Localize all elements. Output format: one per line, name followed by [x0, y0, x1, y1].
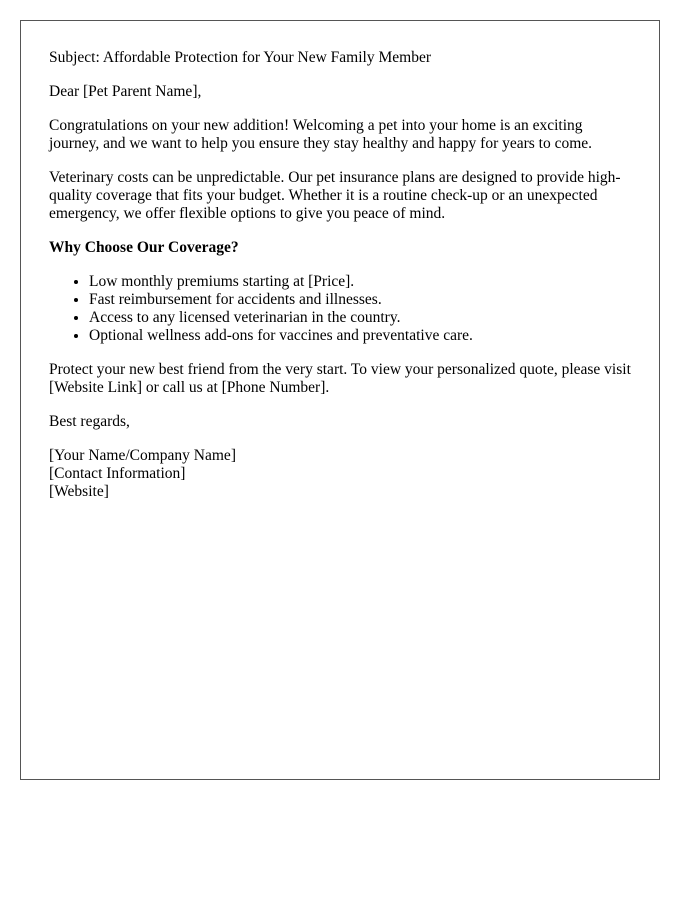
greeting: Dear [Pet Parent Name], — [49, 83, 202, 100]
list-item: • Low monthly premiums starting at [Price]. — [89, 273, 631, 291]
signature-name: [Your Name/Company Name] — [49, 447, 236, 464]
signature-block — [49, 447, 631, 501]
benefits-list — [49, 273, 631, 345]
signature-contact: [Contact Information] — [49, 465, 186, 482]
list-item: • Access to any licensed veterinarian in the country. — [89, 309, 631, 327]
intro-paragraph: Congratulations on your new addition! Welcoming a pet into your home is an exciting journey, and we want to help you ensure they stay healthy and happy for years to come. — [49, 117, 593, 152]
coverage-paragraph: Veterinary costs can be unpredictable. Our pet insurance plans are designed to provide high-quality coverage that fits your budget. Whether it is a routine check-up or an unexpected emergency, we offer flexible options to give you peace of mind. — [49, 169, 621, 222]
list-item: • Optional wellness add-ons for vaccines and preventative care. — [89, 327, 631, 345]
benefits-heading: Why Choose Our Coverage? — [49, 239, 239, 256]
letter-page — [20, 20, 660, 780]
sign-off: Best regards, — [49, 413, 130, 430]
subject-line: Subject: Affordable Protection for Your New Family Member — [49, 49, 431, 66]
signature-website: [Website] — [49, 483, 109, 500]
closing-paragraph: Protect your new best friend from the very start. To view your personalized quote, please visit [Website Link] or call us at [Phone Number]. — [49, 361, 631, 396]
list-item: • Fast reimbursement for accidents and illnesses. — [89, 291, 631, 309]
